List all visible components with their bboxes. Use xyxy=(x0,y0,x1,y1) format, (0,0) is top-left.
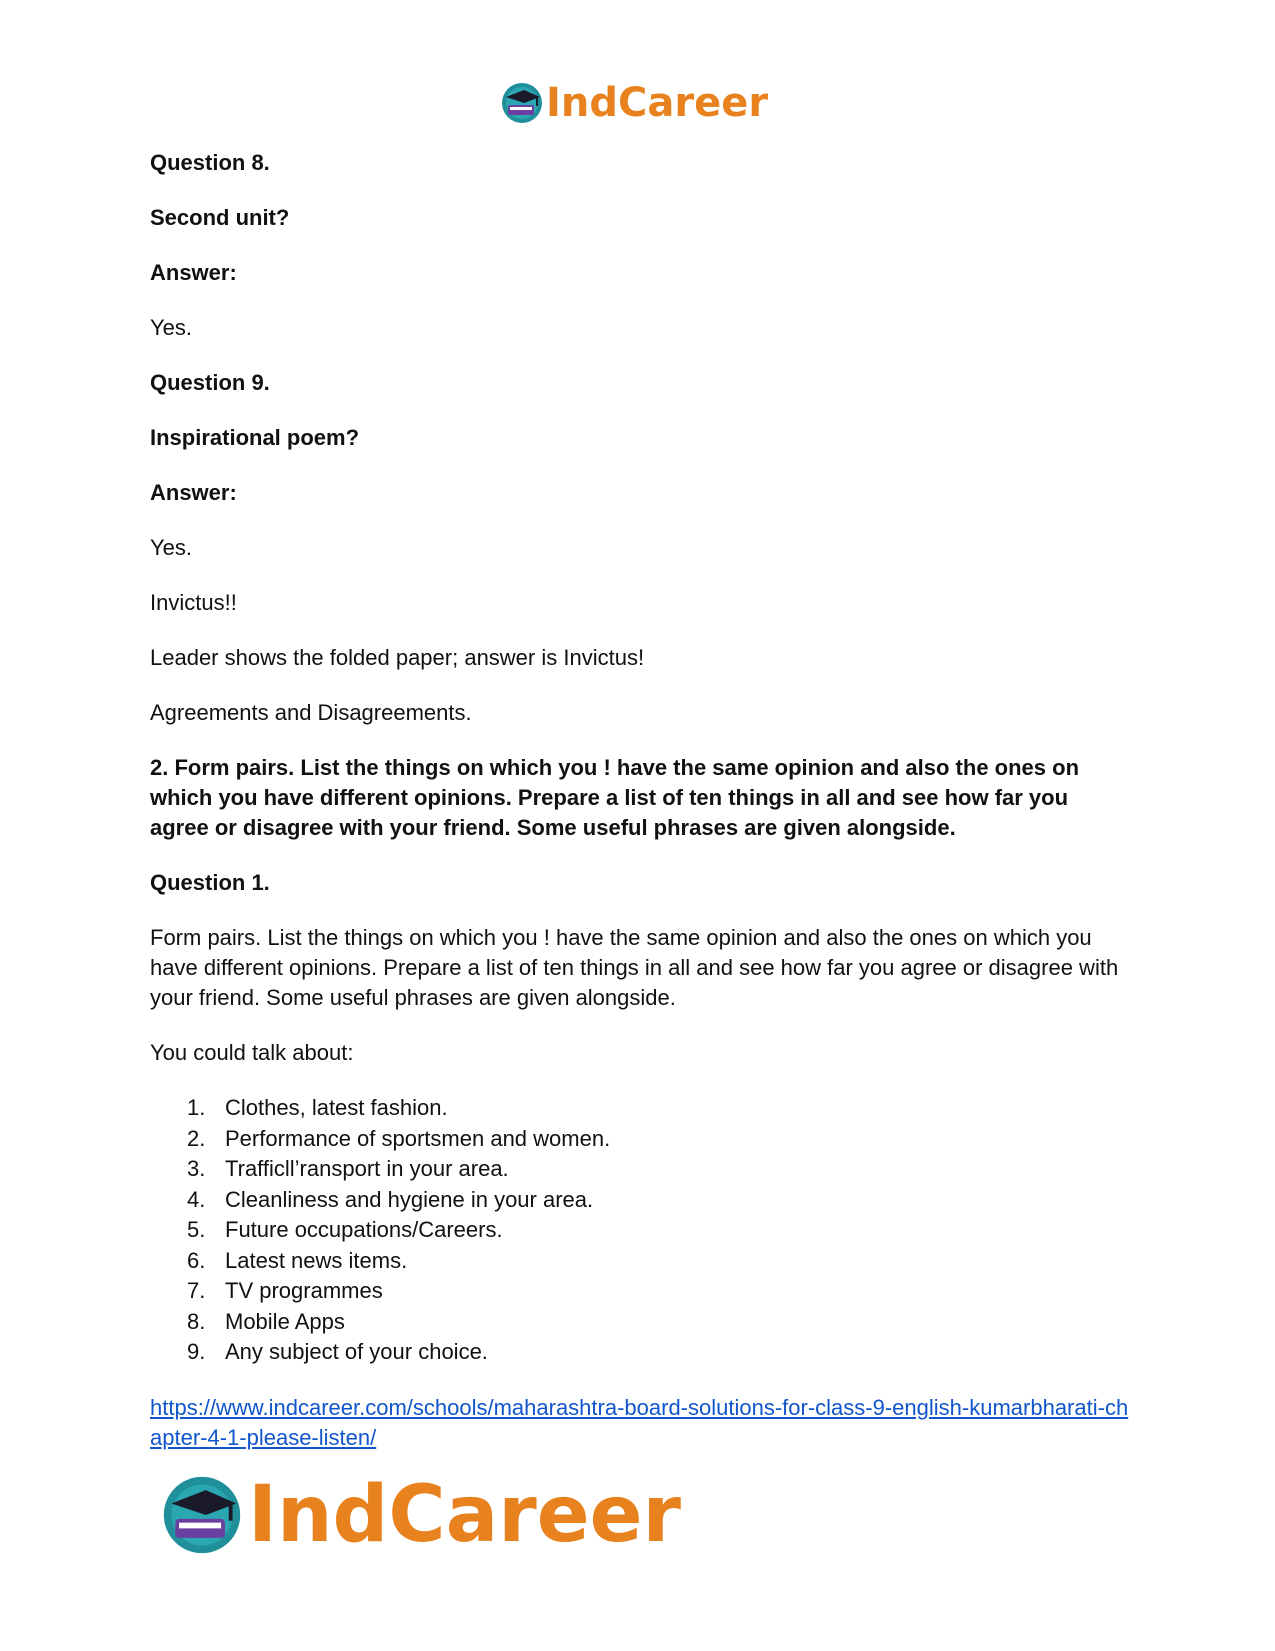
list-item xyxy=(150,1154,1130,1185)
list-item-text: Trafficll’ransport in your area. xyxy=(225,1156,509,1181)
logo-wordmark: IndCareer xyxy=(546,80,769,126)
header-logo xyxy=(500,80,768,126)
paragraph: Yes. xyxy=(150,535,193,560)
list-item xyxy=(150,1093,1130,1124)
list-item xyxy=(150,1276,1130,1307)
list-item xyxy=(150,1215,1130,1246)
list-item-number: 5. xyxy=(187,1217,206,1242)
bold-paragraph: Question 8. xyxy=(150,150,270,175)
topic-list xyxy=(150,1093,1130,1368)
list-item-number: 6. xyxy=(187,1247,206,1273)
list-item xyxy=(150,1337,1130,1368)
bold-paragraph: Question 1. xyxy=(150,870,270,895)
list-item-text: Mobile Apps xyxy=(225,1308,345,1334)
bold-paragraph: Answer: xyxy=(150,260,237,285)
list-item-number: 4. xyxy=(187,1186,206,1212)
list-item-number: 1. xyxy=(187,1095,206,1120)
graduation-cap-book-icon xyxy=(500,81,544,125)
list-item-text: Cleanliness and hygiene in your area. xyxy=(225,1186,594,1212)
source-link[interactable]: https://www.indcareer.com/schools/maharashtra-board-solutions-for-class-9-english-kumarbharati-chapter-4-1-please-listen/ xyxy=(150,1394,1129,1450)
list-item-text: Clothes, latest fashion. xyxy=(225,1095,448,1120)
graduation-cap-book-icon xyxy=(160,1473,244,1557)
list-item-text: Any subject of your choice. xyxy=(225,1339,488,1364)
list-item-number: 3. xyxy=(187,1156,206,1181)
list-item-text: Performance of sportsmen and women. xyxy=(225,1125,611,1151)
list-item-number: 7. xyxy=(187,1278,206,1303)
paragraph: Invictus!! xyxy=(150,590,237,615)
list-item-number: 9. xyxy=(187,1339,206,1364)
list-item-text: TV programmes xyxy=(225,1278,383,1303)
footer-logo xyxy=(160,1472,681,1558)
logo-wordmark: IndCareer xyxy=(248,1470,681,1560)
list-item xyxy=(150,1307,1130,1338)
list-item-number: 8. xyxy=(187,1308,206,1334)
list-item-number: 2. xyxy=(187,1125,206,1151)
paragraph: Yes. xyxy=(150,315,193,340)
bold-paragraph: Answer: xyxy=(150,480,237,505)
bold-paragraph: Inspirational poem? xyxy=(150,425,360,450)
bold-paragraph: 2. Form pairs. List the things on which you ! have the same opinion and also the ones on which you have different opinions. Prepare a list of ten things in all and see how far you agree or disagree with your friend. Some useful phrases are given alongside. xyxy=(150,755,1080,840)
list-item-text: Future occupations/Careers. xyxy=(225,1217,503,1242)
list-item xyxy=(150,1124,1130,1155)
paragraph: You could talk about: xyxy=(150,1040,354,1065)
paragraph: Form pairs. List the things on which you ! have the same opinion and also the ones on which you have different opinions. Prepare a list of ten things in all and see how far you agree or disagree with your friend. Some useful phrases are given alongside. xyxy=(150,925,1119,1010)
bold-paragraph: Question 9. xyxy=(150,370,270,395)
paragraph: Agreements and Disagreements. xyxy=(150,700,472,725)
list-item xyxy=(150,1246,1130,1277)
list-item xyxy=(150,1185,1130,1216)
paragraph: Leader shows the folded paper; answer is Invictus! xyxy=(150,645,645,670)
list-item-text: Latest news items. xyxy=(225,1247,408,1273)
text-blocks xyxy=(150,148,1130,1068)
bold-paragraph: Second unit? xyxy=(150,205,290,230)
document-body xyxy=(150,148,1130,1453)
